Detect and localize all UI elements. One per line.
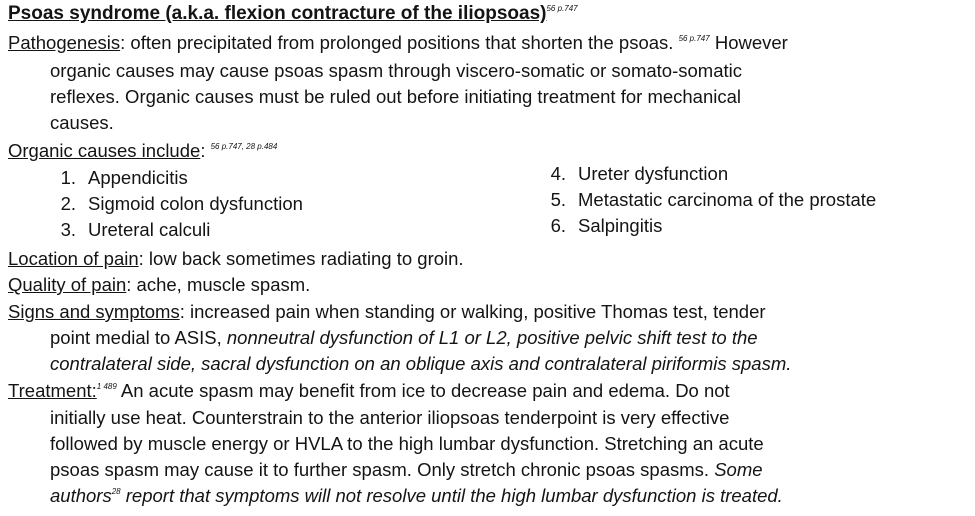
location-text: : low back sometimes radiating to groin. [138,248,464,269]
list-text: Metastatic carcinoma of the prostate [578,189,877,210]
treatment-text-5b: report that symptoms will not resolve until the high lumbar dysfunction is treated. [120,485,783,506]
list-number: 2. [60,193,76,214]
pathogenesis-text-end: However [709,32,788,53]
pathogenesis-line-4: causes. [50,112,114,133]
list-number: 3. [60,219,76,240]
list-number: 4. [550,163,566,184]
treatment-line-2: initially use heat. Counterstrain to the anterior iliopsoas tenderpoint is very effective [50,407,730,428]
organic-causes-reference: 56 p.747, 28 p.484 [210,142,278,151]
treatment-reference-2: 28 [111,487,121,496]
treatment-text: An acute spasm may benefit from ice to decrease pain and edema. Do not [116,380,730,401]
treatment-line-3: followed by muscle energy or HVLA to the high lumbar dysfunction. Stretching an acute [50,433,764,454]
list-item [50,165,188,191]
list-number: 6. [550,215,566,236]
pathogenesis-line-2: organic causes may cause psoas spasm through viscero-somatic or somato-somatic [50,60,742,81]
treatment-line-1 [8,378,730,404]
organic-causes-colon: : [200,140,206,161]
pathogenesis-label: Pathogenesis [8,32,121,53]
signs-line-3: contralateral side, sacral dysfunction on an oblique axis and contralateral piriformis spasm. [50,353,792,374]
pathogenesis-line-3: reflexes. Organic causes must be ruled out before initiating treatment for mechanical [50,86,742,107]
location-label: Location of pain [8,248,139,269]
quality-label: Quality of pain [8,274,127,295]
signs-line-1 [8,299,766,325]
quality-text: : ache, muscle spasm. [126,274,311,295]
treatment-line-4 [50,457,763,483]
signs-text-2a: point medial to ASIS, [50,327,227,348]
list-text: Appendicitis [88,167,188,188]
pathogenesis-reference: 56 p.747 [678,34,710,43]
list-text: Ureter dysfunction [578,163,729,184]
list-text: Sigmoid colon dysfunction [88,193,303,214]
treatment-line-5 [50,483,783,509]
title-line [8,0,578,27]
list-item [540,213,662,239]
organic-causes-label: Organic causes include [8,140,201,161]
quality-line [8,272,310,298]
list-number: 5. [550,189,566,210]
signs-text: : increased pain when standing or walking, positive Thomas test, tender [179,301,766,322]
list-number: 1. [60,167,76,188]
location-line [8,246,464,272]
list-item [540,161,728,187]
list-item [540,187,876,213]
title-reference: 56 p.747 [546,4,578,13]
signs-text-2b: nonneutral dysfunction of L1 or L2, positive pelvic shift test to the [226,327,758,348]
pathogenesis-line-1 [8,30,788,56]
list-item [50,191,303,217]
list-text: Salpingitis [578,215,663,236]
list-text: Ureteral calculi [88,219,211,240]
page-title: Psoas syndrome (a.k.a. flexion contracture of the iliopsoas) [8,3,547,24]
treatment-text-4a: psoas spasm may cause it to further spasm. Only stretch chronic psoas spasms. [50,459,715,480]
treatment-label: Treatment: [8,380,97,401]
signs-line-2 [50,325,758,351]
list-item [50,217,210,243]
pathogenesis-text: : often precipitated from prolonged positions that shorten the psoas. [120,32,674,53]
signs-label: Signs and symptoms [8,301,180,322]
treatment-reference: 1 489 [96,382,117,391]
treatment-text-4b: Some [714,459,763,480]
treatment-text-5a: authors [50,485,112,506]
organic-causes-heading [8,138,277,164]
